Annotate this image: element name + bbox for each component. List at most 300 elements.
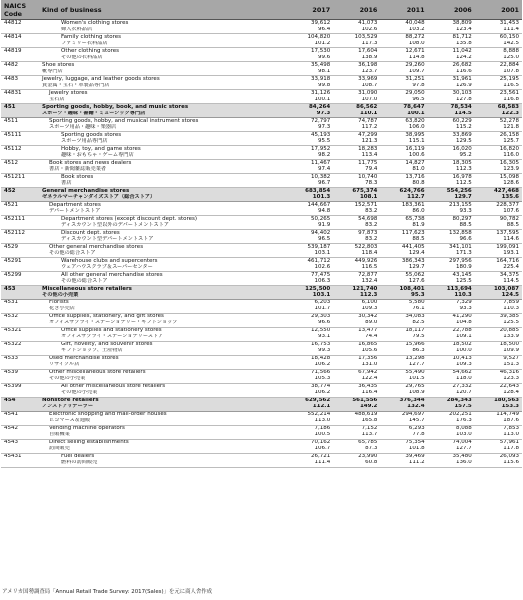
sales-value-2001: 60,150 (499, 33, 519, 40)
naics-code-cell: 4483 (4, 75, 18, 82)
ratio-value-2006: 129.5 (428, 138, 475, 145)
ratio-value-2011: 100.1 (380, 111, 427, 118)
empty-code-cell (1, 222, 39, 229)
empty-code-cell (1, 376, 39, 383)
sales-value-2016: 449,926 (354, 257, 378, 264)
naics-code-cell: 4521 (4, 201, 18, 208)
table-row-ratio (1, 264, 522, 271)
ratio-value-2017: 106.2 (286, 362, 333, 369)
naics-code-cell: 45431 (4, 453, 22, 460)
ratio-value-2011: 76.1 (380, 306, 427, 313)
naics-code-cell: 4541 (4, 411, 18, 418)
business-name-en: Sporting goods, hobby, and musical instrument stores (49, 117, 199, 124)
ratio-value-2017: 91.9 (286, 222, 333, 229)
sales-value-2016: 41,073 (358, 19, 378, 26)
sales-value-2017: 77,475 (310, 271, 331, 278)
ratio-value-2016: 132.4 (333, 278, 380, 285)
ratio-value-2006: 127.8 (428, 97, 475, 104)
sales-value-2017: 38,774 (310, 383, 331, 390)
ratio-value-2011: 86.0 (380, 208, 427, 215)
table-row (1, 103, 522, 110)
ratio-value-2006: 88.5 (428, 222, 475, 229)
sales-value-2006: 7,329 (456, 299, 472, 306)
ratio-value-2011: 100.6 (380, 152, 427, 159)
ratio-value-2017: 102.6 (286, 264, 333, 271)
table-row (1, 383, 522, 390)
ratio-value-2006: 100.0 (428, 348, 475, 355)
sales-value-2017: 17,952 (310, 145, 331, 152)
ratio-value-2011: 96.5 (380, 97, 427, 104)
ratio-value-2006: 125.5 (428, 278, 475, 285)
table-row (1, 271, 522, 278)
ratio-value-2011: 103.2 (380, 27, 427, 34)
ratio-value-2001: 109.9 (475, 348, 522, 355)
table-row-ratio (1, 166, 522, 173)
column-header-naics-code-line: NAICS (4, 1, 27, 10)
table-row-ratio (1, 138, 522, 145)
ratio-value-2006: 103.0 (428, 432, 475, 439)
business-name-jp: 趣味・おもちゃ・ゲーム専門店 (39, 152, 286, 159)
sales-value-2006: 18,305 (452, 159, 472, 166)
ratio-value-2011: 95.3 (380, 292, 427, 299)
sales-value-2001: 46,316 (499, 369, 519, 376)
sales-value-2017: 6,203 (314, 299, 331, 306)
column-header-2017: 2017 (286, 0, 333, 20)
sales-value-2001: 90,782 (499, 215, 519, 222)
ratio-value-2006: 120.7 (428, 390, 475, 397)
naics-code-cell: 451 (1, 103, 39, 110)
table-row-ratio (1, 124, 522, 131)
sales-value-2017: 12,550 (310, 327, 331, 334)
sales-value-2017: 50,265 (310, 215, 331, 222)
sales-value-2001: 427,468 (475, 187, 522, 194)
sales-value-2016: 36,435 (358, 383, 378, 390)
table-row-ratio (1, 27, 522, 34)
sales-value-2016: 86,562 (333, 103, 380, 110)
empty-code-cell (1, 418, 39, 425)
sales-value-2006: 8,088 (456, 425, 472, 432)
ratio-value-2016: 105.6 (333, 348, 380, 355)
ratio-value-2011: 88.5 (380, 236, 427, 243)
sales-value-2006: 213,155 (449, 201, 472, 208)
sales-value-2011: 294,697 (401, 411, 425, 418)
ratio-value-2001: 110.3 (475, 306, 522, 313)
ratio-value-2006: 96.6 (428, 236, 475, 243)
column-header-naics-code (1, 0, 39, 20)
empty-code-cell (1, 166, 39, 173)
sales-value-2016: 23,990 (358, 453, 378, 460)
sales-value-2011: 14,827 (405, 159, 425, 166)
ratio-value-2016: 87.3 (333, 446, 380, 453)
naics-code-cell: 452 (1, 187, 39, 194)
sales-value-2017: 10,382 (310, 173, 331, 180)
empty-code-cell (1, 292, 39, 299)
ratio-value-2016: 116.4 (333, 390, 380, 397)
empty-code-cell (1, 55, 39, 62)
ratio-value-2016: 118.4 (333, 250, 380, 257)
sales-value-2016: 74,787 (358, 117, 378, 124)
ratio-value-2016: 110.1 (333, 111, 380, 118)
ratio-value-2017: 96.7 (286, 180, 333, 187)
sales-value-2016: 17,356 (358, 355, 378, 362)
ratio-value-2006: 124.2 (428, 55, 475, 62)
empty-code-cell (1, 278, 39, 285)
sales-value-2016: 65,785 (358, 439, 378, 446)
naics-code-cell: 4542 (4, 425, 18, 432)
empty-code-cell (1, 320, 39, 327)
sales-value-2001: 31,453 (499, 19, 519, 26)
business-name-jp: 書店・新聞雑誌販売業者 (39, 166, 286, 173)
sales-value-2016: 6,100 (361, 299, 378, 306)
ratio-value-2001: 111.4 (475, 27, 522, 34)
ratio-value-2016: 116.5 (333, 264, 380, 271)
sales-value-2001: 26,158 (499, 131, 519, 138)
sales-value-2006: 35,480 (452, 453, 472, 460)
column-header-2016: 2016 (333, 0, 380, 20)
ratio-value-2001: 123.9 (475, 166, 522, 173)
ratio-value-2006: 127.7 (428, 446, 475, 453)
sales-value-2016: 30,342 (358, 313, 378, 320)
table-header (1, 0, 522, 20)
naics-code-cell: 4511 (4, 117, 18, 124)
business-name-en: All other miscellaneous store retailers (61, 383, 166, 390)
sales-value-2001: 180,563 (475, 397, 522, 404)
table-row-ratio (1, 152, 522, 159)
ratio-value-2017: 100.1 (286, 97, 333, 104)
sales-value-2006: 38,809 (452, 19, 472, 26)
ratio-value-2001: 135.6 (475, 194, 522, 201)
ratio-value-2006: 109.1 (428, 334, 475, 341)
sales-value-2001: 26,093 (499, 453, 519, 460)
sales-value-2017: 26,721 (310, 453, 331, 460)
ratio-value-2001: 114.5 (475, 278, 522, 285)
table-row (1, 285, 522, 292)
table-row-ratio (1, 55, 522, 62)
ratio-value-2001: 115.6 (475, 460, 522, 467)
sales-value-2011: 88,272 (405, 33, 425, 40)
empty-code-cell (1, 404, 39, 411)
ratio-value-2016: 83.2 (333, 236, 380, 243)
ratio-value-2017: 103.1 (286, 250, 333, 257)
sales-value-2006: 22,788 (452, 327, 472, 334)
ratio-value-2017: 94.8 (286, 208, 333, 215)
business-name-jp: Ｅコマース＆通販 (39, 418, 286, 425)
ratio-value-2016: 83.2 (333, 222, 380, 229)
sales-value-2011: 183,361 (401, 201, 425, 208)
column-header-2001: 2001 (475, 0, 522, 20)
ratio-value-2011: 106.0 (380, 124, 427, 131)
ratio-value-2017: 98.1 (286, 69, 333, 76)
naics-code-cell: 45322 (4, 341, 22, 348)
business-name-jp: スポーツ・趣味・書籍・ミュージック専門店 (39, 111, 286, 118)
table-row (1, 243, 522, 250)
ratio-value-2001: 113.0 (475, 432, 522, 439)
table-row-ratio (1, 390, 522, 397)
table-body (1, 20, 522, 468)
sales-value-2006: 31,961 (452, 75, 472, 82)
business-name-en: Electronic shopping and mail-order houses (49, 411, 167, 418)
ratio-value-2017: 113.0 (286, 418, 333, 425)
ratio-value-2016: 131.0 (333, 362, 380, 369)
table-row (1, 299, 522, 306)
ratio-value-2017: 105.3 (286, 376, 333, 383)
sales-value-2017: 72,797 (310, 117, 331, 124)
empty-code-cell (1, 41, 39, 48)
business-name-jp: デパートメントストア (39, 208, 286, 215)
sales-value-2011: 29,050 (405, 89, 425, 96)
sales-value-2011: 29,260 (405, 61, 425, 68)
sales-value-2011: 40,048 (405, 19, 425, 26)
ratio-value-2011: 132.4 (380, 404, 427, 411)
table-row-ratio (1, 292, 522, 299)
ratio-value-2016: 89.0 (333, 320, 380, 327)
sales-value-2006: 74,004 (452, 439, 472, 446)
ratio-value-2017: 96.4 (286, 27, 333, 34)
sales-value-2016: 522,803 (354, 243, 378, 250)
ratio-value-2011: 82.5 (380, 320, 427, 327)
sales-value-2001: 16,305 (499, 159, 519, 166)
empty-code-cell (1, 27, 39, 34)
table-row (1, 33, 522, 40)
ratio-value-2001: 88.5 (475, 222, 522, 229)
table-row-ratio (1, 348, 522, 355)
ratio-value-2001: 128.4 (475, 390, 522, 397)
sales-value-2016: 16,865 (358, 341, 378, 348)
sales-value-2001: 16,820 (499, 145, 519, 152)
table-row-ratio (1, 111, 522, 118)
ratio-value-2011: 108.0 (380, 41, 427, 48)
ratio-value-2011: 145.7 (380, 418, 427, 425)
business-name-en: Sporting goods stores (61, 131, 122, 138)
ratio-value-2011: 115.1 (380, 138, 427, 145)
empty-code-cell (1, 180, 39, 187)
table-row (1, 159, 522, 166)
table-row (1, 215, 522, 222)
naics-code-cell: 454 (1, 397, 39, 404)
table-row (1, 439, 522, 446)
table-row (1, 173, 522, 180)
business-name-jp: その他の小売業 (39, 390, 286, 397)
naics-code-cell: 4532 (4, 313, 18, 320)
ratio-value-2001: 133.9 (475, 334, 522, 341)
ratio-value-2001: 125.5 (475, 320, 522, 327)
ratio-value-2016: 165.8 (333, 418, 380, 425)
sales-value-2016: 72,877 (358, 271, 378, 278)
ratio-value-2017: 103.1 (286, 292, 333, 299)
empty-code-cell (1, 446, 39, 453)
sales-value-2016: 97,873 (358, 229, 378, 236)
table-row (1, 257, 522, 264)
empty-code-cell (1, 83, 39, 90)
business-name-en: Jewelry stores (49, 89, 88, 96)
table-row (1, 397, 522, 404)
sales-value-2016: 18,283 (358, 145, 378, 152)
ratio-value-2001: 121.8 (475, 124, 522, 131)
sales-value-2011: 18,117 (405, 327, 425, 334)
ratio-value-2017: 106.2 (286, 390, 333, 397)
sales-value-2011: 16,119 (405, 145, 425, 152)
ratio-value-2016: 112.3 (333, 292, 380, 299)
sales-value-2006: 10,413 (452, 355, 472, 362)
sales-value-2001: 22,643 (499, 383, 519, 390)
sales-value-2016: 561,556 (333, 397, 380, 404)
ratio-value-2011: 114.8 (380, 55, 427, 62)
ratio-value-2006: 135.8 (428, 41, 475, 48)
sales-value-2001: 20,885 (499, 327, 519, 334)
business-name-jp: 婦人衣料品店 (39, 27, 286, 34)
sales-value-2001: 164,716 (496, 257, 519, 264)
sales-value-2011: 39,469 (405, 453, 425, 460)
empty-code-cell (1, 208, 39, 215)
business-name-jp: リサイクル店 (39, 362, 286, 369)
sales-value-2006: 27,332 (452, 383, 472, 390)
business-name-en: Department stores (except discount dept. stores) (61, 215, 198, 222)
business-name-jp: 燃料の訪問販売 (39, 460, 286, 467)
ratio-value-2001: 114.6 (475, 236, 522, 243)
sales-value-2006: 284,343 (428, 397, 475, 404)
sales-value-2006: 16,020 (452, 145, 472, 152)
ratio-value-2006: 129.7 (428, 194, 475, 201)
ratio-value-2017: 112.1 (286, 404, 333, 411)
ratio-value-2001: 116.8 (475, 97, 522, 104)
sales-value-2001: 9,527 (503, 355, 519, 362)
table-row-ratio (1, 418, 522, 425)
ratio-value-2011: 86.3 (380, 348, 427, 355)
business-name-en: Office supplies, stationery, and gift stores (49, 313, 164, 320)
sales-value-2017: 39,612 (310, 19, 331, 26)
table-row-ratio (1, 334, 522, 341)
naics-code-cell: 452112 (4, 229, 25, 236)
naics-code-cell: 45291 (4, 257, 22, 264)
naics-code-cell: 452111 (4, 215, 25, 222)
sales-value-2006: 554,256 (428, 187, 475, 194)
sales-value-2016: 7,152 (361, 425, 378, 432)
table-row (1, 20, 522, 27)
ratio-value-2017: 97.3 (286, 124, 333, 131)
business-name-en: Book stores and news dealers (49, 159, 132, 166)
table-row-ratio (1, 306, 522, 313)
table-row-ratio (1, 194, 522, 201)
sales-value-2017: 125,500 (286, 285, 333, 292)
sales-value-2001: 57,961 (499, 439, 519, 446)
table-row-ratio (1, 278, 522, 285)
business-name-en: Department stores (49, 201, 101, 208)
sales-value-2016: 36,198 (358, 61, 378, 68)
sales-value-2011: 624,766 (380, 187, 427, 194)
ratio-value-2016: 108.1 (333, 194, 380, 201)
sales-value-2001: 228,377 (496, 201, 519, 208)
ratio-value-2016: 113.4 (333, 152, 380, 159)
business-name-jp: 花き小売店 (39, 306, 286, 313)
table-row (1, 131, 522, 138)
sales-value-2016: 152,571 (354, 201, 378, 208)
ratio-value-2017: 97.4 (286, 166, 333, 173)
sales-value-2017: 16,753 (310, 341, 331, 348)
ratio-value-2011: 79.5 (380, 334, 427, 341)
table-row-ratio (1, 432, 522, 439)
table-row (1, 89, 522, 96)
sales-value-2006: 202,251 (449, 411, 472, 418)
sales-value-2006: 297,956 (449, 257, 472, 264)
sales-value-2006: 60,229 (452, 117, 472, 124)
sales-value-2006: 81,712 (452, 33, 472, 40)
ratio-value-2006: 93.3 (428, 208, 475, 215)
business-name-jp: スポーツ用品専門店 (39, 138, 286, 145)
ratio-value-2016: 113.7 (333, 432, 380, 439)
ratio-value-2001: 193.1 (475, 250, 522, 257)
empty-code-cell (1, 97, 39, 104)
ratio-value-2006: 180.9 (428, 264, 475, 271)
sales-value-2011: 15,966 (405, 341, 425, 348)
table-row-ratio (1, 376, 522, 383)
business-name-en: Women's clothing stores (61, 19, 129, 26)
sales-value-2011: 31,251 (405, 75, 425, 82)
sales-value-2001: 137,595 (496, 229, 519, 236)
ratio-value-2011: 129.4 (380, 250, 427, 257)
sales-value-2017: 144,667 (307, 201, 331, 208)
business-name-en: Jewelry, luggage, and leather goods stores (42, 75, 160, 82)
naics-code-cell: 44812 (4, 19, 22, 26)
table-row-ratio (1, 69, 522, 76)
sales-value-2017: 45,193 (310, 131, 331, 138)
ratio-value-2006: 116.6 (428, 69, 475, 76)
ratio-value-2011: 112.7 (380, 194, 427, 201)
column-header-2011: 2011 (380, 0, 427, 20)
sales-value-2006: 80,297 (452, 215, 472, 222)
ratio-value-2016: 149.2 (333, 404, 380, 411)
business-name-en: Miscellaneous store retailers (39, 285, 286, 292)
table-row (1, 411, 522, 418)
empty-code-cell (1, 306, 39, 313)
empty-code-cell (1, 152, 39, 159)
sales-value-2017: 31,126 (310, 89, 331, 96)
naics-code-cell: 45299 (4, 271, 22, 278)
sales-value-2017: 94,402 (310, 229, 331, 236)
ratio-value-2001: 122.3 (475, 111, 522, 118)
table-row (1, 229, 522, 236)
empty-code-cell (1, 334, 39, 341)
sales-value-2017: 29,303 (310, 313, 331, 320)
sales-value-2011: 117,623 (401, 229, 425, 236)
sales-value-2006: 18,502 (452, 341, 472, 348)
business-name-en: Nonstore retailers (39, 397, 286, 404)
sales-value-2011: 13,298 (405, 355, 425, 362)
ratio-value-2011: 108.9 (380, 390, 427, 397)
empty-code-cell (1, 138, 39, 145)
empty-code-cell (1, 390, 39, 397)
sales-value-2001: 23,561 (499, 89, 519, 96)
business-name-en: Direct selling establishments (49, 439, 129, 446)
sales-value-2011: 108,401 (380, 285, 427, 292)
empty-code-cell (1, 111, 39, 118)
naics-code-cell: 4543 (4, 439, 18, 446)
ratio-value-2011: 101.8 (380, 446, 427, 453)
business-name-en: Hobby, toy, and game stores (61, 145, 141, 152)
sales-value-2001: 7,853 (503, 425, 519, 432)
business-name-en: Gift, novelty, and souvenir stores (61, 341, 153, 348)
ratio-value-2017: 101.2 (286, 41, 333, 48)
column-header-naics-code-line: Code (4, 9, 22, 18)
ratio-value-2016: 117.3 (333, 41, 380, 48)
sales-value-2011: 65,738 (405, 215, 425, 222)
business-name-jp: 書店 (39, 180, 286, 187)
empty-code-cell (1, 432, 39, 439)
sales-value-2016: 31,090 (358, 89, 378, 96)
sales-value-2011: 75,354 (405, 439, 425, 446)
sales-value-2001: 7,859 (503, 299, 519, 306)
ratio-value-2001: 116.0 (475, 152, 522, 159)
naics-code-cell: 45112 (4, 145, 22, 152)
